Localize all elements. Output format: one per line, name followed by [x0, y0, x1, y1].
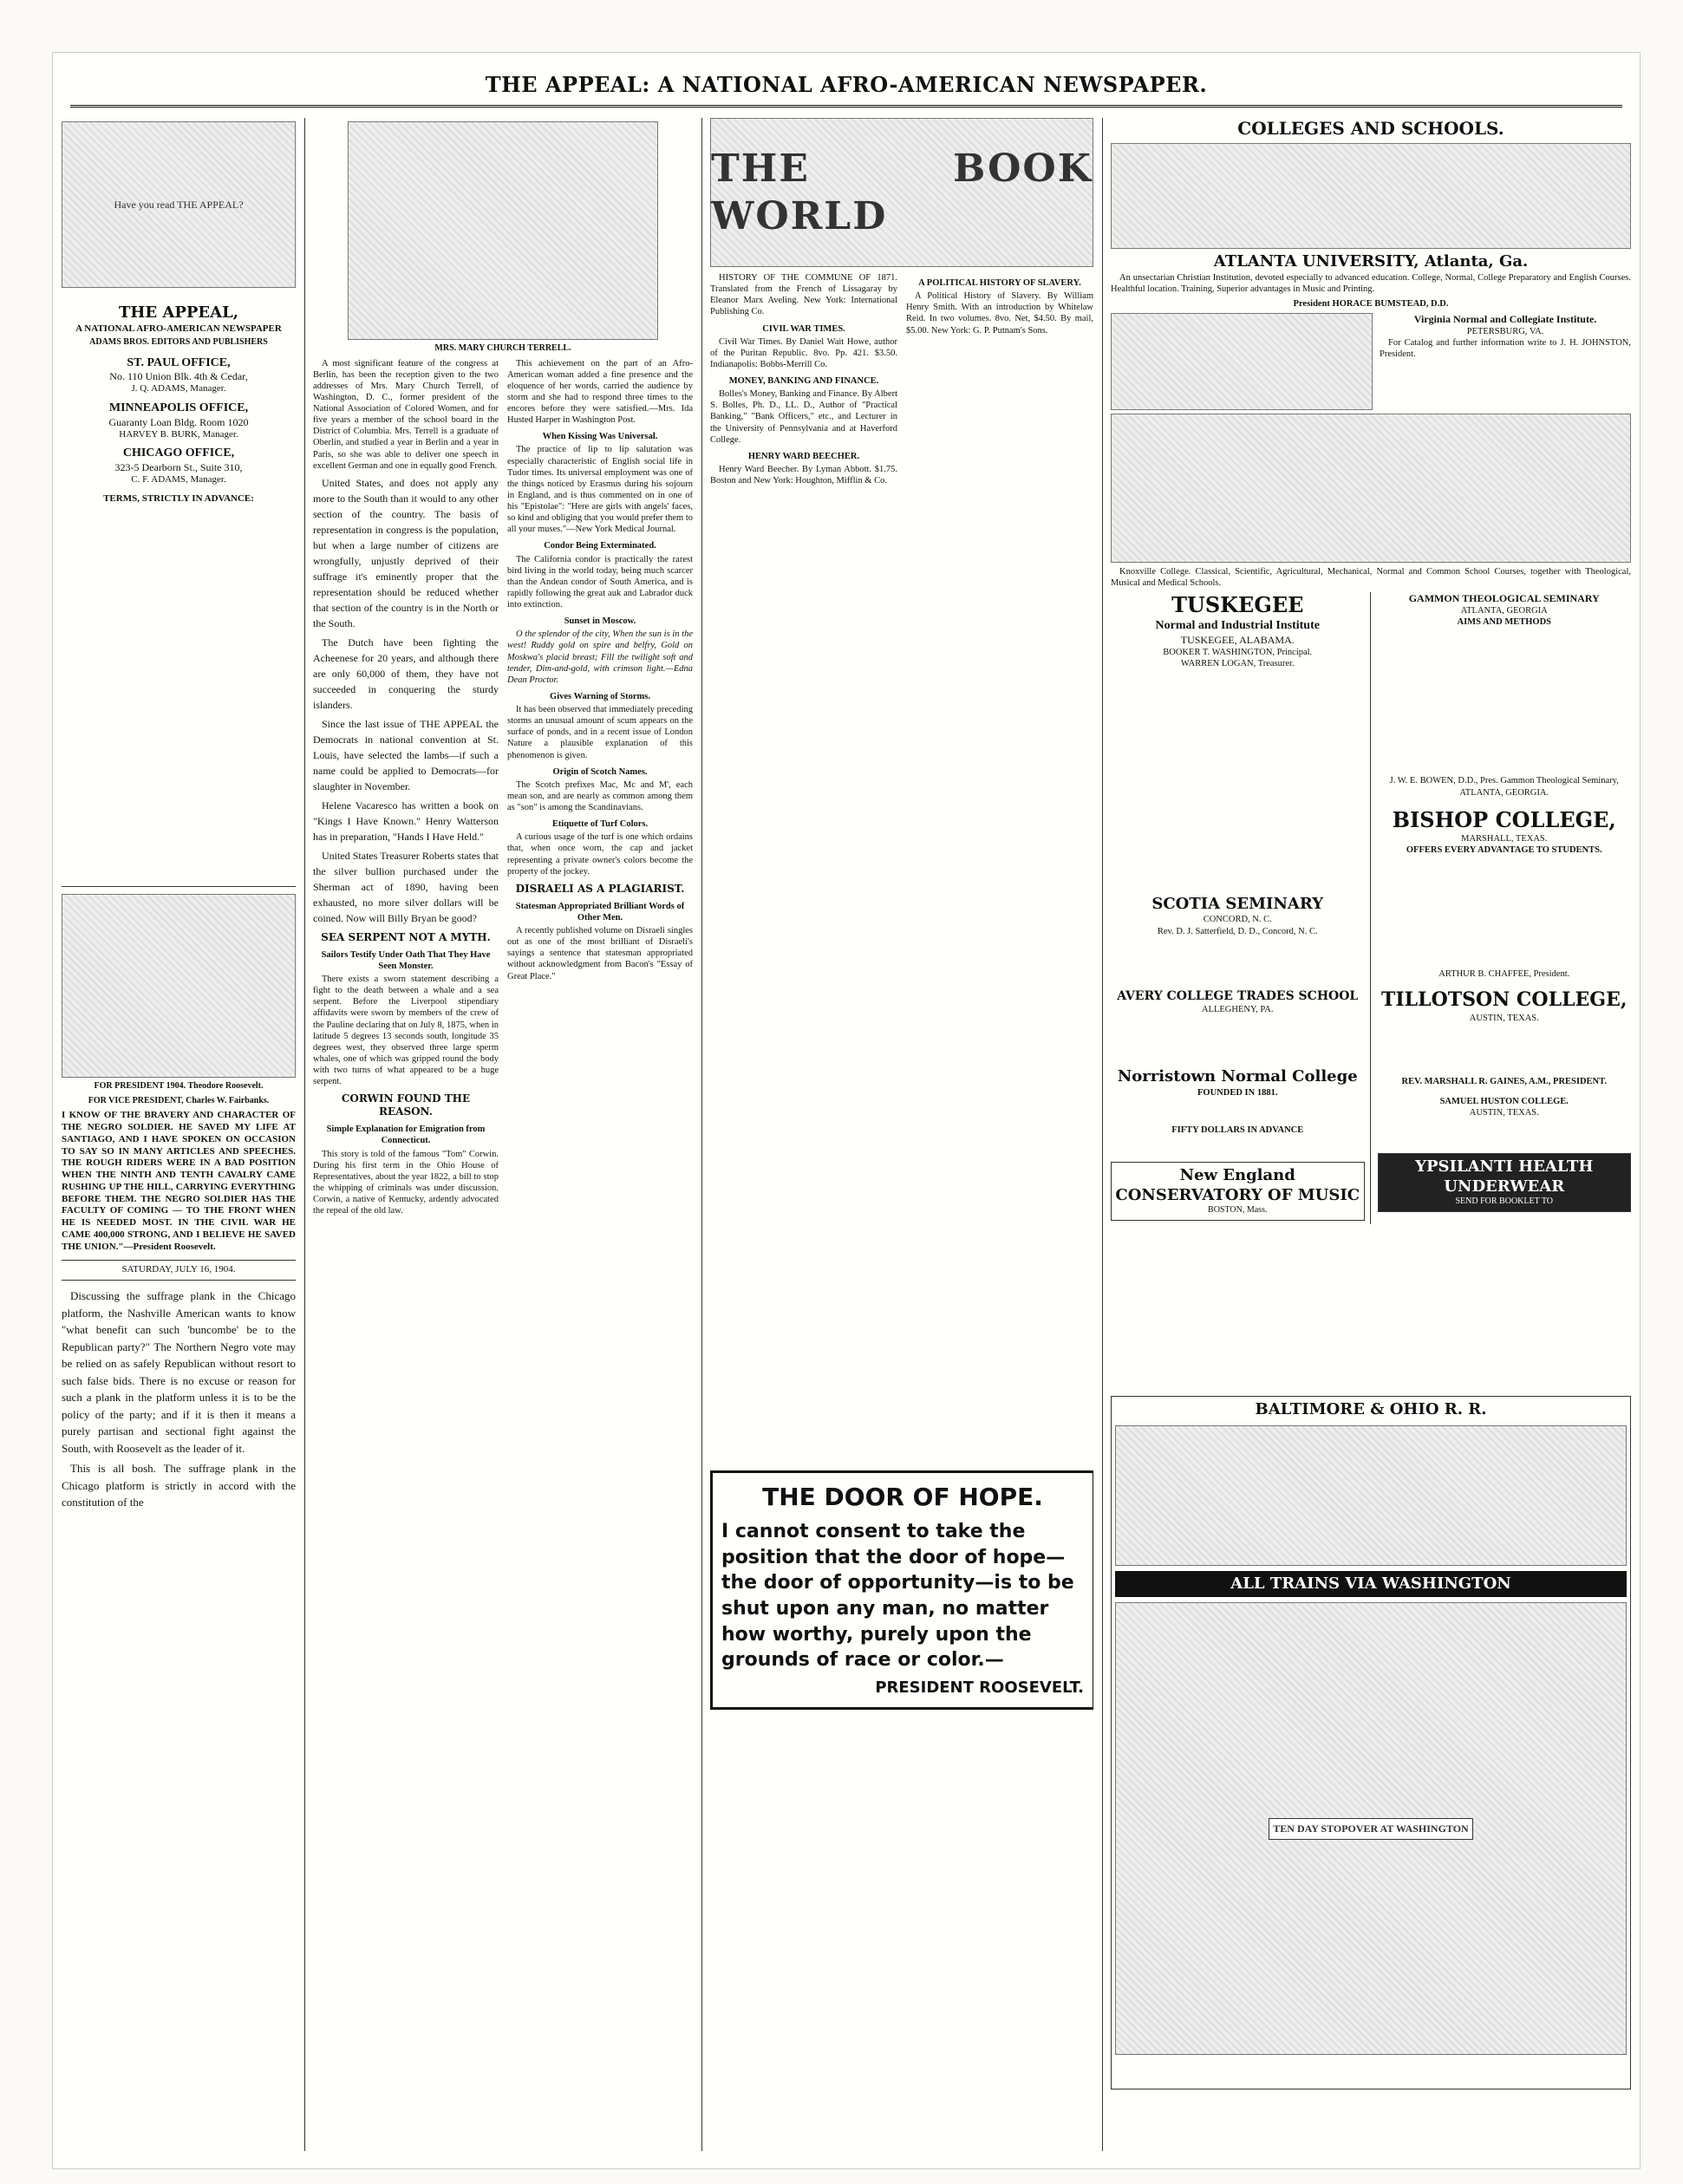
tuskegee-name: TUSKEGEE — [1171, 592, 1304, 618]
beecher-review: Henry Ward Beecher. By Lyman Abbott. $1.75. Boston and New York: Houghton, Mifflin & Co. — [710, 464, 897, 486]
terrell-caption: MRS. MARY CHURCH TERRELL. — [434, 343, 571, 353]
nec-location: BOSTON, Mass. — [1208, 1205, 1268, 1215]
condor-text: The California condor is practically the rarest bird living in the world today, being much scarcer than the Andean condor of South America, and is rapidly following the great auk and Labrador duck into extinction. — [507, 554, 693, 610]
terms-fine-print — [62, 505, 296, 887]
ypsilanti-name: YPSILANTI HEALTH UNDERWEAR — [1415, 1157, 1594, 1196]
scotia-president: Rev. D. J. Satterfield, D. D., Concord, N. C. — [1157, 926, 1318, 936]
virginia-location: PETERSBURG, VA. — [1466, 326, 1544, 336]
kissing-headline: When Kissing Was Universal. — [542, 432, 658, 442]
bishop-location: MARSHALL, TEXAS. — [1461, 833, 1548, 844]
terrell-article: A most significant feature of the congress at Berlin, has been the reception given to the two addresses of Mrs. Mary Church Terrell, of Washington, D. C., former president of the National Association of Colored Women, and for five years a member of the school board in the District of Columbia. Mrs. Terrell is a graduate of Oberlin, and studied a year in Berlin and a year in Paris, so she was able to deliver one speech in excellent German and one in equally good French. — [313, 358, 499, 471]
column-divider — [701, 118, 702, 2151]
logo-text: Have you read THE APPEAL? — [114, 198, 244, 211]
issue-date: SATURDAY, JULY 16, 1904. — [62, 1260, 296, 1281]
civil-war-headline: CIVIL WAR TIMES. — [762, 323, 845, 334]
door-of-hope-attribution: PRESIDENT ROOSEVELT. — [875, 1679, 1084, 1698]
gammon-heading: AIMS AND METHODS — [1457, 617, 1551, 628]
gammon-location: ATLANTA, GEORGIA — [1460, 606, 1548, 616]
ypsilanti-ad — [1378, 1153, 1632, 1212]
column-3 — [710, 118, 1093, 2147]
knoxville-campus-illustration — [1111, 414, 1631, 563]
disraeli-headline: DISRAELI AS A PLAGIARIST. — [515, 882, 685, 895]
colleges-heading: COLLEGES AND SCHOOLS. — [1237, 118, 1504, 139]
tuskegee-location: TUSKEGEE, ALABAMA. — [1180, 633, 1295, 646]
sunset-poem: O the splendor of the city, When the sun is in the west! Ruddy gold on spire and belfry, Gold on Moskwa's placid breast; Fill the twilight soft and tender, Dim-and-gold, with crimson light.—Edna Dean Proctor. — [507, 629, 693, 685]
masthead: THE APPEAL: A NATIONAL AFRO-AMERICAN NEWSPAPER. — [485, 72, 1208, 97]
door-of-hope-quote: I cannot consent to take the position that the door of hope—the door of opportunity—is to be shut upon any man, no matter how worthy, purely upon the grounds of race or color.— — [721, 1521, 1074, 1672]
virginia-name: Virginia Normal and Collegiate Institute. — [1413, 312, 1597, 325]
column-4 — [1111, 118, 1631, 2147]
editorial-continued: United States, and does not apply any more to the South than it would to any other section of the country. The basis of representation in congress is the population, but when a large number of citizens are wrongfully, unjustly deprived of their suffrage it's eminently proper that the representation should be reduced whether that section of the country is in the North or the South. — [313, 476, 499, 629]
bishop-details — [1378, 856, 1632, 968]
money-headline: MONEY, BANKING AND FINANCE. — [728, 376, 879, 386]
roosevelt-portrait — [62, 894, 296, 1078]
newspaper-page — [52, 52, 1641, 2169]
column-2 — [313, 118, 693, 2147]
tuskegee-principal: BOOKER T. WASHINGTON, Principal. — [1163, 647, 1313, 657]
minneapolis-address: Guaranty Loan Bldg. Room 1020 — [108, 415, 249, 428]
gammon-details — [1378, 628, 1632, 775]
bishop-offer: OFFERS EVERY ADVANTAGE TO STUDENTS. — [1406, 844, 1602, 855]
huston-name: SAMUEL HUSTON COLLEGE. — [1439, 1096, 1569, 1106]
column-divider — [1102, 118, 1103, 2151]
book-world-banner: THE BOOK WORLD — [710, 118, 1093, 267]
sea-serpent-text: There exists a sworn statement describing a fight to the death between a whale and a sea serpent. Before the Liverpool stipendiary affidavits were sworn by members of the crew of the Pauline declaring that on July 8, 1875, when in latitude 5 degrees 13 seconds south, longitude 35 degrees west, they observed three large sperm whales, one of which was gripped round the body with two turns of what appeared to be a huge serpent. — [313, 975, 499, 1087]
tillotson-location: AUSTIN, TEXAS. — [1469, 1013, 1539, 1023]
scotch-text: The Scotch prefixes Mac, Mc and M', each mean son, and are nearly as common among them as "son" is among the Scandinavians. — [507, 779, 693, 812]
minneapolis-manager: HARVEY B. BURK, Manager. — [119, 428, 238, 440]
civil-war-review: Civil War Times. By Daniel Wait Howe, author of the Puritan Republic. 8vo. Pp. 421. $3.50. Indianapolis: Bobbs-Merrill Co. — [710, 336, 897, 369]
atlanta-text: An unsectarian Christian Institution, devoted especially to advanced education. College, Normal, College Preparatory and English Courses. Healthful location. Training, Superior advantages in Music and Printing. — [1111, 272, 1631, 294]
convention-item: Since the last issue of THE APPEAL the Democrats in national convention at St. Louis, have selected the lambs—if such a name could be applied to Democrats—for slaughter in November. — [313, 717, 499, 792]
corwin-text: This story is told of the famous "Tom" Corwin. During his first term in the Ohio House of Representatives, about the year 1822, a bill to stop the whipping of criminals was under discussion. Corwin, a native of Kentucky, ardently advocated the repeal of the old law. — [313, 1149, 499, 1216]
appeal-logo-illustration — [62, 121, 296, 288]
scotia-location: CONCORD, N. C. — [1203, 915, 1272, 925]
storms-headline: Gives Warning of Storms. — [550, 691, 650, 701]
books-item: Helene Vacaresco has written a book on "Kings I Have Known." Henry Watterson has in preparation, "Hands I Have Held." — [313, 799, 499, 843]
tillotson-details — [1378, 1024, 1632, 1076]
bo-station-illustration — [1115, 1602, 1627, 2055]
terrell-portrait — [348, 121, 658, 340]
gammon-name: GAMMON THEOLOGICAL SEMINARY — [1408, 592, 1600, 605]
avery-location: ALLEGHENY, PA. — [1201, 1005, 1274, 1015]
knoxville-text: Knoxville College. Classical, Scientific, Agricultural, Mechanical, Normal and Common School Courses, together with Theological, Musical and Medical Schools. — [1111, 566, 1631, 588]
column-divider — [304, 118, 305, 2151]
president-caption: FOR PRESIDENT 1904. Theodore Roosevelt. — [94, 1081, 264, 1092]
chicago-manager: C. F. ADAMS, Manager. — [131, 473, 226, 485]
stpaul-address: No. 110 Union Blk. 4th & Cedar, — [109, 370, 248, 383]
tillotson-president: REV. MARSHALL R. GAINES, A.M., PRESIDENT. — [1401, 1076, 1607, 1086]
atlanta-name: ATLANTA UNIVERSITY, Atlanta, Ga. — [1213, 252, 1529, 271]
door-of-hope-box — [710, 1470, 1093, 1710]
bo-name: BALTIMORE & OHIO R. R. — [1255, 1400, 1487, 1418]
money-review: Bolles's Money, Banking and Finance. By Albert S. Bolles, Ph. D., LL. D., Author of "Practical Banking," "Bank Officers," etc., and Lecturer in the University of Pennsylvania and at Haverford College. — [710, 389, 897, 445]
avery-name: AVERY COLLEGE TRADES SCHOOL — [1117, 988, 1359, 1003]
storms-text: It has been observed that immediately preceding storms an unusual amount of scum appears on the surface of ponds, and in a recent issue of London Nature a plausible explanation of this phenomenon is given. — [507, 705, 693, 760]
bo-route-map — [1115, 1425, 1627, 1566]
column-1 — [62, 118, 296, 2147]
bo-trains-banner: ALL TRAINS VIA WASHINGTON — [1115, 1571, 1627, 1598]
norristown-name: Norristown Normal College — [1117, 1067, 1358, 1086]
tillotson-name: TILLOTSON COLLEGE, — [1380, 988, 1628, 1011]
beecher-headline: HENRY WARD BEECHER. — [747, 451, 860, 461]
masthead-rule — [70, 105, 1622, 108]
paper-subtitle: A NATIONAL AFRO-AMERICAN NEWSPAPER — [75, 323, 282, 334]
tuskegee-treasurer: WARREN LOGAN, Treasurer. — [1180, 658, 1295, 668]
kissing-text: The practice of lip to lip salutation was especially characteristic of English social life in Tudor times. Its universal employment was one of the things noticed by Erasmus during his sojourn in England, and is thus commented on in one of his "Epistolae": "Here are girls with angels' faces, so kind and obliging that you would prefer them to all your muses."—New York Medical Journal. — [507, 445, 693, 535]
vice-president-caption: FOR VICE PRESIDENT, Charles W. Fairbanks. — [88, 1095, 270, 1105]
nec-ad — [1111, 1162, 1365, 1221]
publishers: ADAMS BROS. EDITORS AND PUBLISHERS — [89, 337, 268, 348]
condor-headline: Condor Being Exterminated. — [544, 541, 656, 551]
disraeli-subhead: Statesman Appropriated Brilliant Words of Other Men. — [515, 901, 685, 922]
huston-location: AUSTIN, TEXAS. — [1469, 1107, 1539, 1118]
tuskegee-details — [1111, 669, 1365, 895]
slavery-review: A Political History of Slavery. By William Henry Smith. With an introduction by Whitelaw Reid. In two volumes. 8vo. Net, $4.50. By mail, $5.00. New York: G. P. Putnam's Sons. — [906, 291, 1093, 336]
chicago-address: 323-5 Dearborn St., Suite 310, — [114, 460, 243, 473]
sea-serpent-headline: SEA SERPENT NOT A MYTH. — [321, 930, 491, 943]
turf-headline: Etiquette of Turf Colors. — [551, 819, 649, 830]
corwin-subhead: Simple Explanation for Emigration from Connecticut. — [326, 1125, 486, 1146]
stpaul-office: ST. PAUL OFFICE, — [127, 355, 231, 369]
gammon-president: J. W. E. BOWEN, D.D., Pres. Gammon Theological Seminary, ATLANTA, GEORGIA. — [1389, 776, 1619, 798]
disraeli-text: A recently published volume on Disraeli singles out as one of the most brilliant of Disraeli's sayings a sentence that statesman appropriated without acknowledgment from Bacon's "Essay of Great Place." — [507, 926, 693, 981]
sunset-headline: Sunset in Moscow. — [564, 616, 636, 627]
bo-stopover-sign: TEN DAY STOPOVER AT WASHINGTON — [1269, 1818, 1472, 1840]
tuskegee-subtitle: Normal and Industrial Institute — [1155, 619, 1320, 633]
nec-name: New England CONSERVATORY OF MUSIC — [1115, 1166, 1360, 1204]
virginia-contact: For Catalog and further information write to J. H. JOHNSTON, President. — [1380, 338, 1631, 360]
atlanta-president: President HORACE BUMSTEAD, D.D. — [1293, 298, 1449, 309]
sea-serpent-subhead: Sailors Testify Under Oath That They Have Seen Monster. — [321, 949, 491, 971]
turf-text: A curious usage of the turf is one which ordains that, when once worn, the cap and jacket representing a private owner's colors become the property of the jockey. — [507, 832, 693, 877]
door-of-hope-title: THE DOOR OF HOPE. — [762, 1483, 1043, 1511]
paper-title: THE APPEAL, — [118, 303, 239, 322]
chicago-office: CHICAGO OFFICE, — [122, 447, 235, 460]
virginia-campus-illustration — [1111, 313, 1373, 410]
ypsilanti-send: SEND FOR BOOKLET TO — [1455, 1196, 1553, 1206]
treasurer-item: United States Treasurer Roberts states that the silver bullion purchased under the Sherman act of 1890, having been exhausted, no more silver dollars will be coined. Now will Billy Bryan be good? — [313, 849, 499, 924]
bishop-name: BISHOP COLLEGE, — [1392, 806, 1616, 832]
slavery-headline: A POLITICAL HISTORY OF SLAVERY. — [918, 278, 1081, 288]
editorial-text: Discussing the suffrage plank in the Chicago platform, the Nashville American wants to know "what benefit can such 'buncombe' be to the Republican party?" The Northern Negro vote may be relied on as safely Republican without resort to such false bids. There is no excuse or reason for such a plank in the platform unless it is to be the policy of the party; and if it is then it means a purely partisan and sectional fight against the South, with Roosevelt as the leader of it. — [62, 1289, 296, 1455]
dutch-item: The Dutch have been fighting the Acheenese for 20 years, and although there are only 60,000 of them, they have not succeeded in conquering the sturdy islanders. — [313, 636, 499, 711]
scotia-name: SCOTIA SEMINARY — [1151, 894, 1324, 913]
terrell-article-continued: This achievement on the part of an Afro-American woman added a fine presence and the eloquence of her words, carried the audience by storm and she had to respond three times to the encores before they were satisfied.—Mrs. Ida Husted Harper in Washington Post. — [507, 358, 693, 426]
atlanta-campus-illustration — [1111, 143, 1631, 249]
commune-review: HISTORY OF THE COMMUNE OF 1871. Translated from the French of Lissagaray by Eleanor Marx Aveling. New York: International Publishing Co. — [710, 273, 897, 317]
terms-heading: TERMS, STRICTLY IN ADVANCE: — [103, 492, 254, 504]
stpaul-manager: J. Q. ADAMS, Manager. — [131, 383, 226, 394]
norristown-fifty: FIFTY DOLLARS IN ADVANCE — [1171, 1125, 1304, 1135]
norristown-founded: FOUNDED IN 1881. — [1197, 1087, 1278, 1098]
scotch-headline: Origin of Scotch Names. — [552, 766, 648, 777]
bo-railroad-ad — [1111, 1396, 1631, 2089]
roosevelt-quote: I KNOW OF THE BRAVERY AND CHARACTER OF THE NEGRO SOLDIER. HE SAVED MY LIFE AT SANTIAGO, AND I HAVE SPOKEN ON OCCASION TO SAY SO IN MANY ARTICLES AND SPEECHES. THE ROUGH RIDERS WERE IN A BAD POSITION WHEN THE NINTH AND TENTH CAVALRY CAME RUSHING UP THE HILL, CARRYING EVERYTHING BEFORE THEM. THE NEGRO SOLDIER HAS THE FACULTY OF COMING — TO THE FRONT WHEN HE IS NEEDED MOST. IN THE CIVIL WAR HE CAME 400,000 STRONG, AND I BELIEVE HE SAVED THE UNION."—President Roosevelt. — [62, 1110, 296, 1252]
corwin-headline: CORWIN FOUND THE REASON. — [341, 1092, 471, 1118]
bishop-president: ARTHUR B. CHAFFEE, President. — [1438, 968, 1570, 979]
minneapolis-office: MINNEAPOLIS OFFICE, — [108, 401, 249, 414]
editorial-text-2: This is all bosh. The suffrage plank in the Chicago platform is strictly in accord with the constitution of the — [62, 1462, 296, 1509]
